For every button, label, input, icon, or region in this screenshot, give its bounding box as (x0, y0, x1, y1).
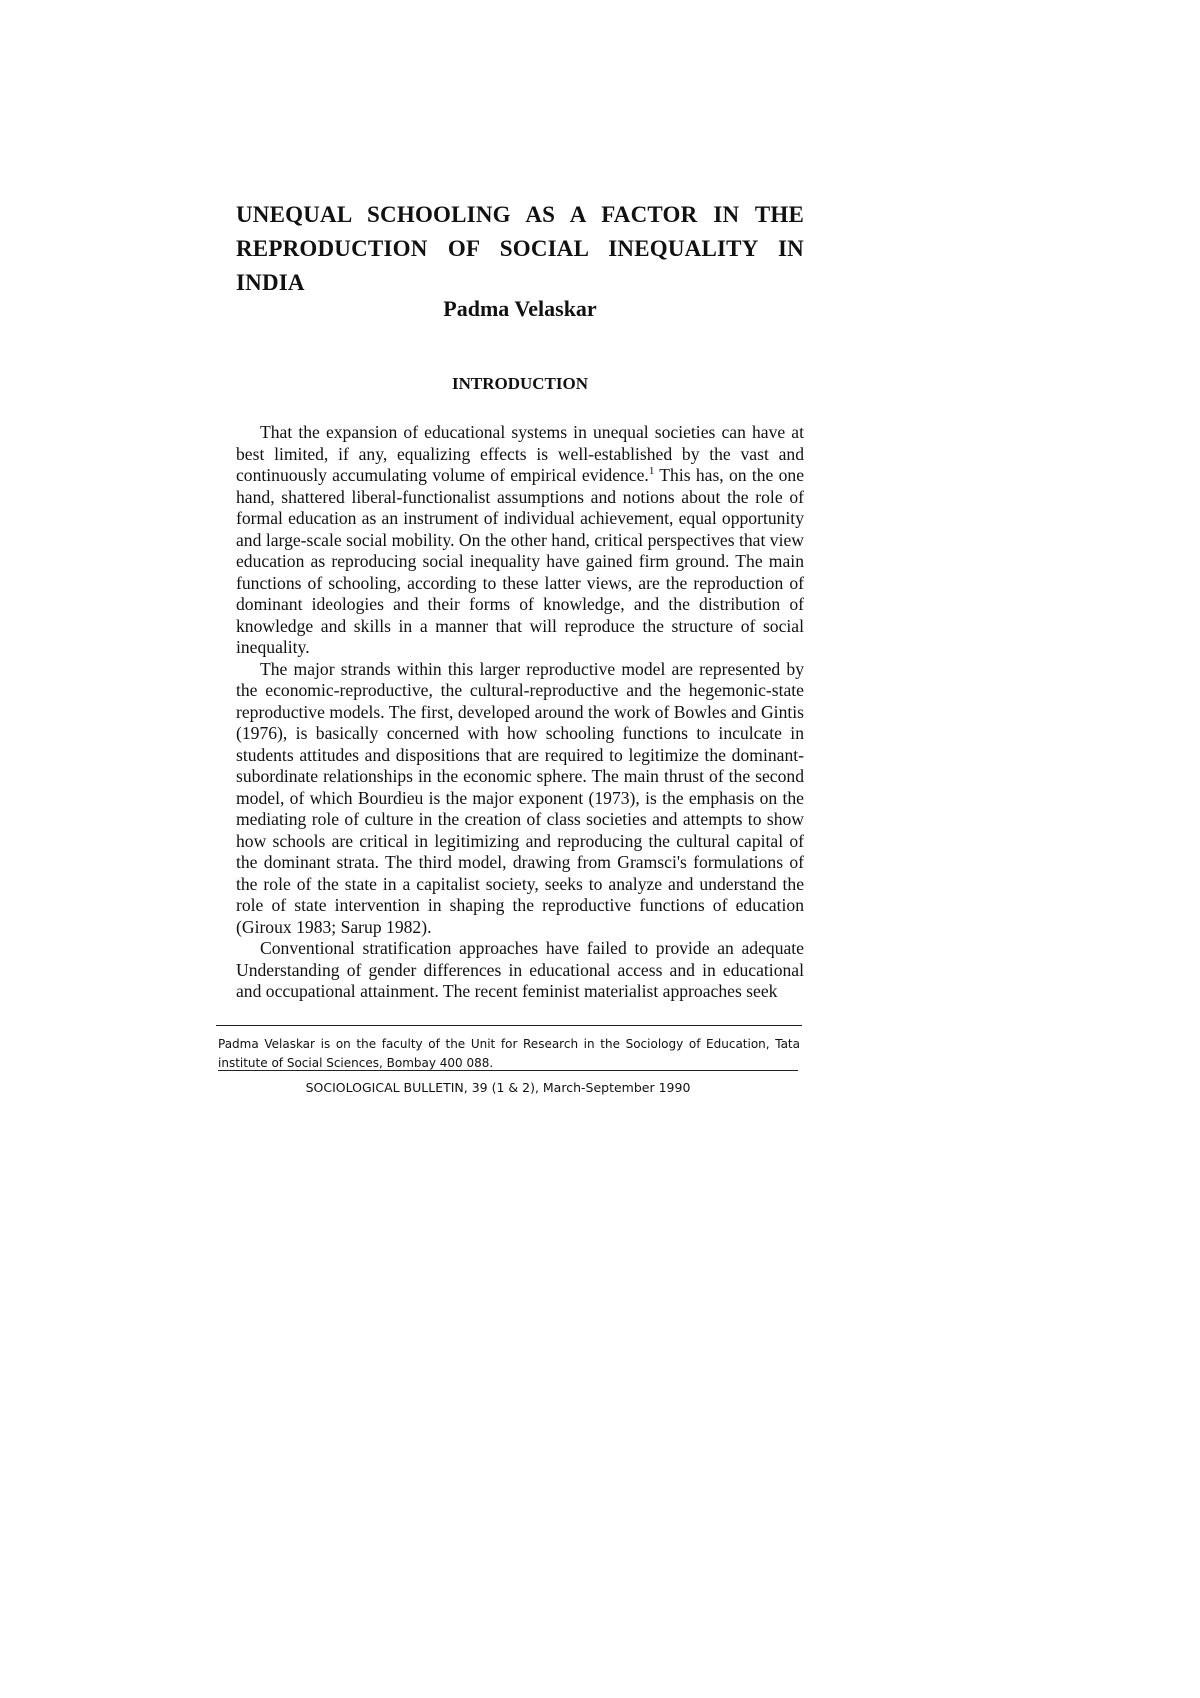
paragraph-2: The major strands within this larger reproductive model are represented by the economic-reproductive, the cultural-reproductive and the hegemonic-state reproductive models. The first, developed around the work of Bowles and Gintis (1976), is basically concerned with how schooling functions to inculcate in students attitudes and dispositions that are required to legitimize the dominant-subordinate relationships in the economic sphere. The main thrust of the second model, of which Bourdieu is the major exponent (1973), is the emphasis on the mediating role of culture in the creation of class societies and attempts to show how schools are critical in legitimizing and reproducing the cultural capital of the dominant strata. The third model, drawing from Gramsci's formulations of the role of the state in a capitalist society, seeks to analyze and understand the role of state intervention in shaping the reproductive functions of education (Giroux 1983; Sarup 1982). (236, 658, 804, 937)
paragraph-1 (236, 422, 804, 659)
article-title: UNEQUAL SCHOOLING AS A FACTOR IN THE REPRODUCTION OF SOCIAL INEQUALITY IN INDIA (236, 202, 804, 295)
author-name: Padma Velaskar (443, 296, 597, 321)
paragraph-3: Conventional stratification approaches have failed to provide an adequate Understanding of gender differences in educational access and in educational and occupational attainment. The recent feminist materialist approaches seek (236, 938, 804, 1001)
article-body (236, 422, 804, 1003)
author-affiliation-note: Padma Velaskar is on the faculty of the Unit for Research in the Sociology of Education, Tata institute of Social Sciences, Bombay 400 088. (218, 1037, 800, 1070)
footnote-marker: 1 (648, 465, 655, 478)
footnote-bottom-rule (218, 1070, 798, 1071)
paragraph-1-continued: This has, on the one hand, shattered liberal-functionalist assumptions and notions about the role of formal education as an instrument of individual achievement, equal opportunity and large-scale social mobility. On the other hand, critical perspectives that view education as reproducing social inequality have gained firm ground. The main functions of schooling, according to these latter views, are the reproduction of dominant ideologies and their forms of knowledge, and the distribution of knowledge and skills in a manner that will reproduce the structure of social inequality. (236, 465, 805, 657)
paragraph-1-text: That the expansion of educational systems in unequal societies can have at best limited, if any, equalizing effects is well-established by the vast and continuously accumulating volume of empirical evidence. (236, 422, 804, 485)
section-heading: INTRODUCTION (451, 374, 589, 393)
journal-citation: SOCIOLOGICAL BULLETIN, 39 (1 & 2), March-September 1990 (305, 1080, 691, 1095)
footnote-divider (216, 1025, 802, 1026)
